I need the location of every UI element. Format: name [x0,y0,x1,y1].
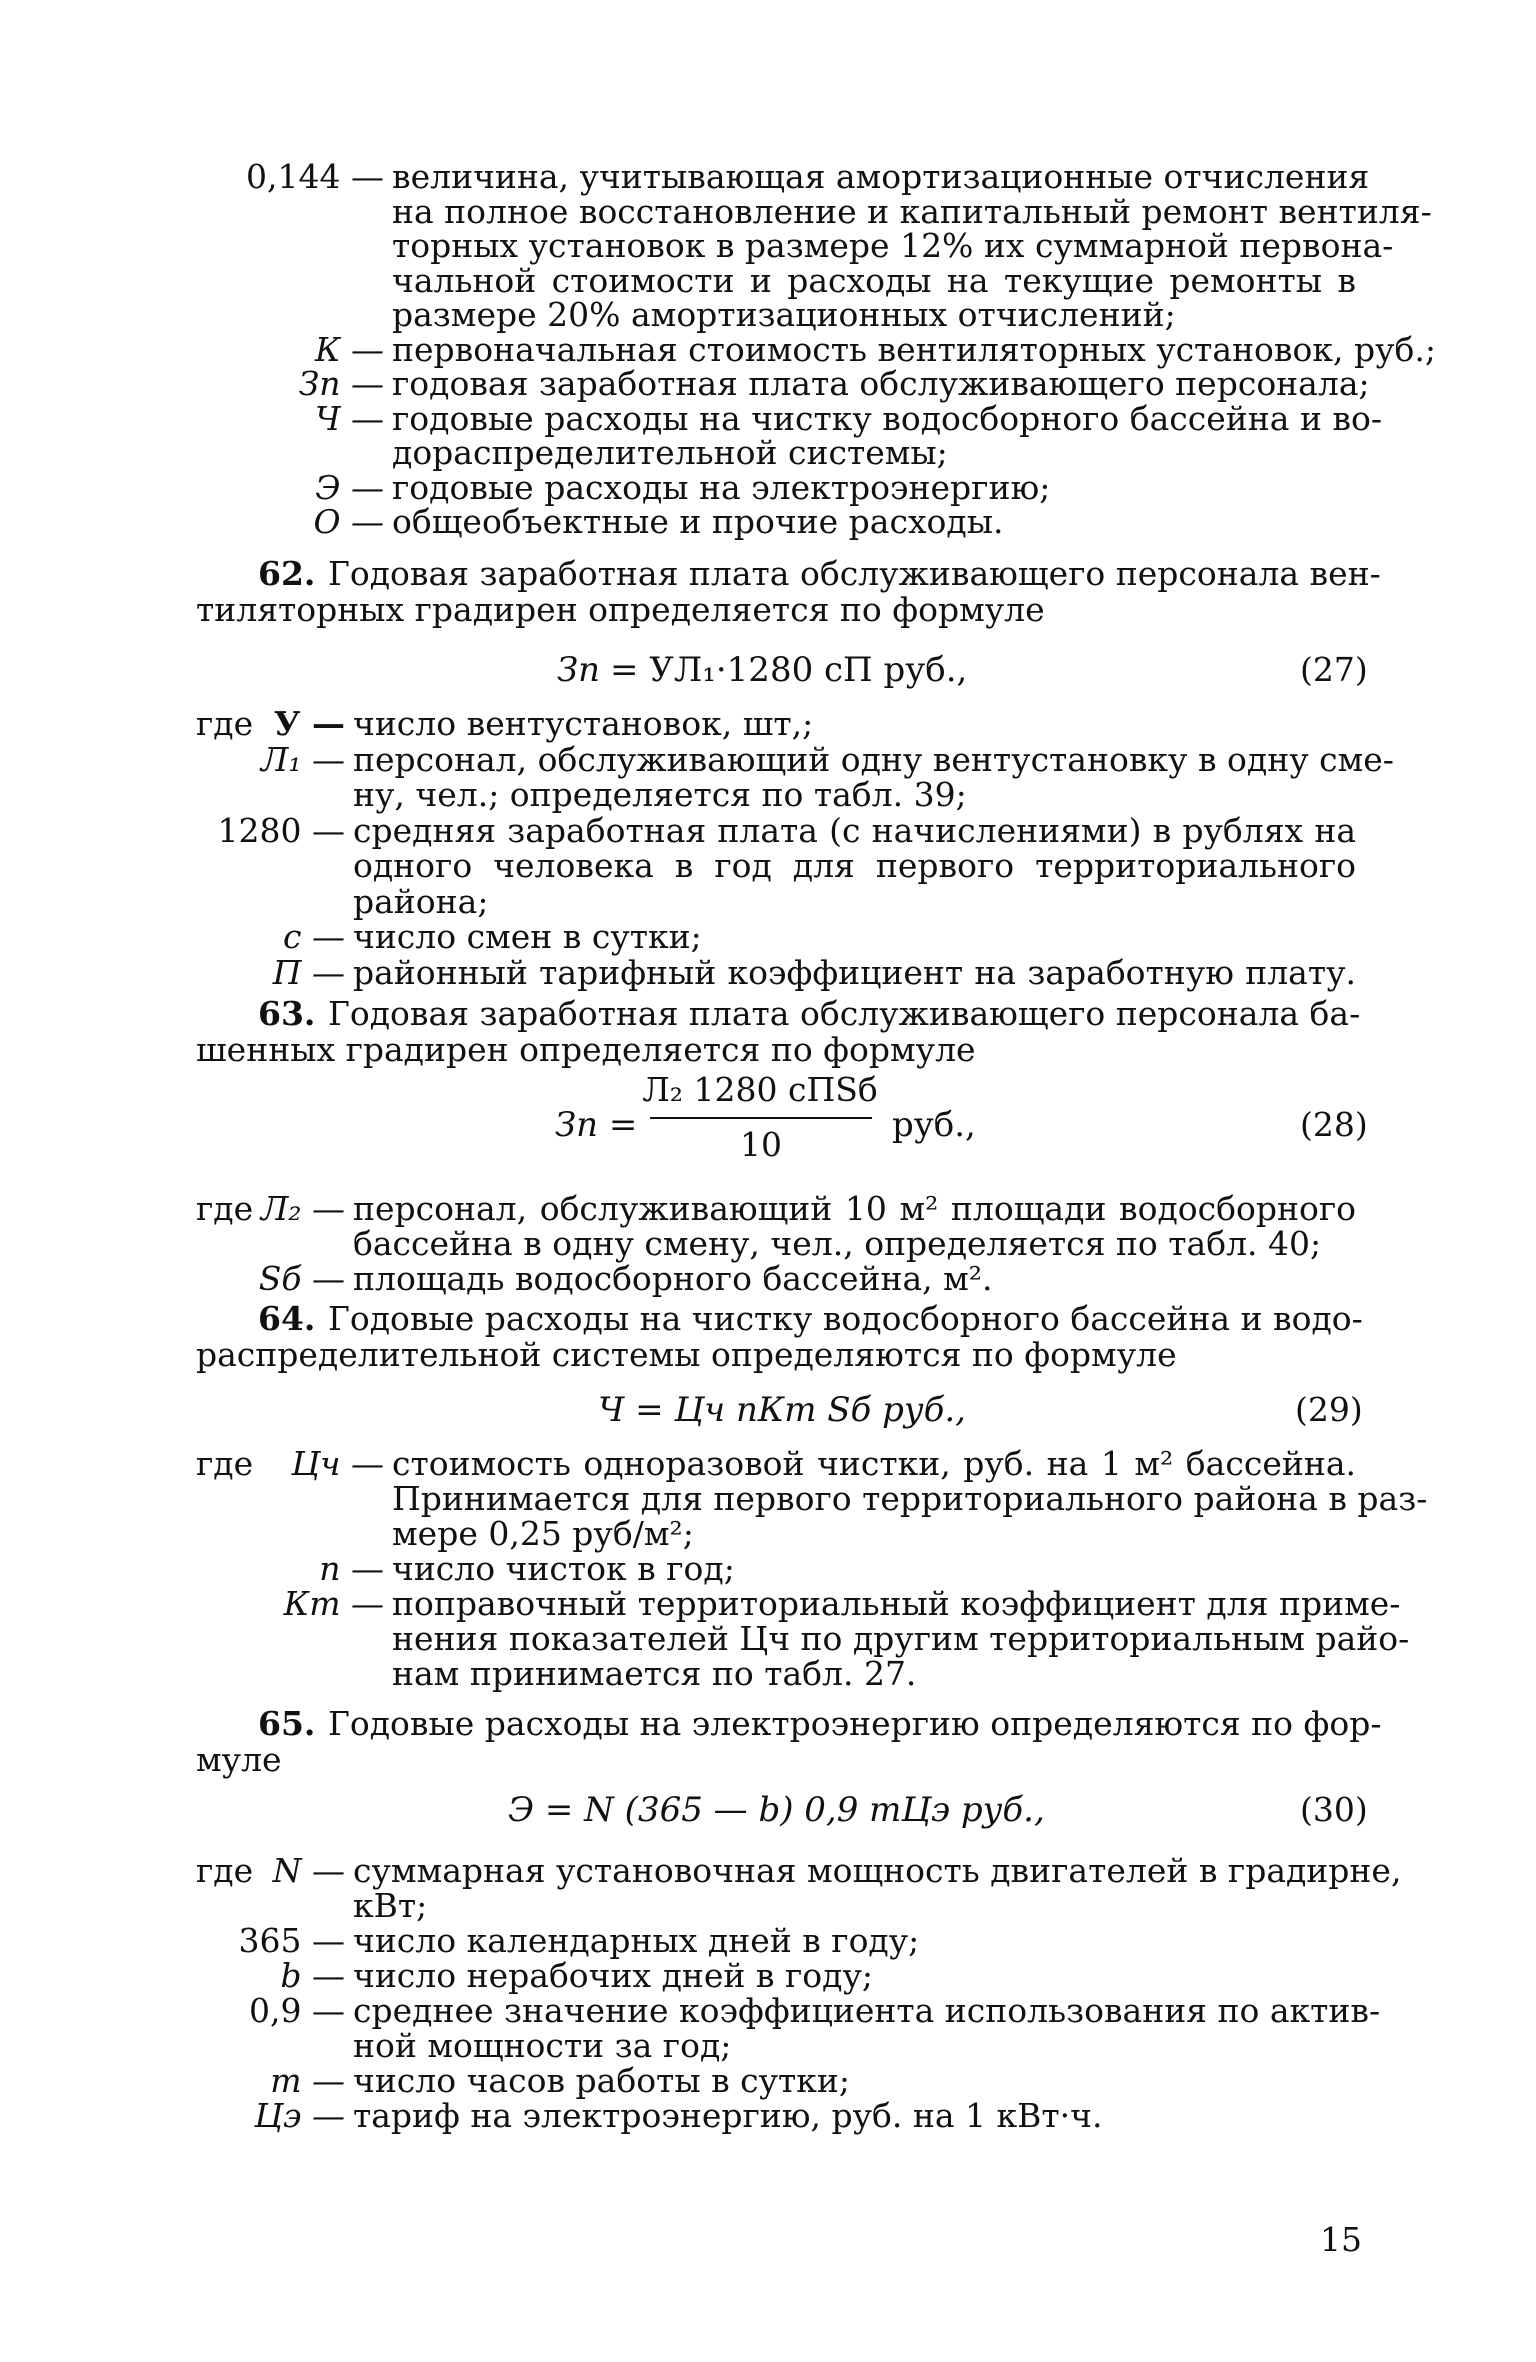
paragraph-text: Годовые расходы на электроэнергию определяются по фор- [328,1704,1382,1743]
definition-text: годовые расходы на электроэнергию; [392,467,1051,507]
formula-29: Ч = Цч nКт Sб руб., [598,1390,966,1430]
formula-27-rhs: = УЛ₁·1280 сП руб., [610,650,968,690]
definition-text: нения показателей Цч по другим территориальным райо- [392,1619,1410,1658]
definition-term: Цч — [291,1444,384,1483]
definition-text: мере 0,25 руб/м²; [392,1514,694,1553]
definition-text: персонал, обслуживающий 10 м² площади водосборного [353,1189,1356,1228]
formula-27-lhs: Зп [557,650,601,690]
definition-text: среднее значение коэффициента использования по актив- [353,1991,1381,2030]
where-label: где [196,1444,254,1483]
definition-term: 0,9 — [249,1991,345,2030]
definition-text: площадь водосборного бассейна, м². [353,1259,993,1298]
definition-term: П — [272,952,345,992]
formula-number-27: (27) [1300,650,1368,689]
definition-text: ну, чел.; определяется по табл. 39; [353,775,967,814]
definition-term: 1280 — [217,810,345,850]
definition-text: одного человека в год для первого территориального [353,846,1356,885]
definition-text: поправочный территориальный коэффициент для приме- [392,1584,1401,1623]
definition-text: тариф на электроэнергию, руб. на 1 кВт·ч. [353,2096,1103,2135]
definition-text: чальной стоимости и расходы на текущие ремонты в [392,260,1356,300]
formula-28-lhs: Зп = [555,1105,638,1145]
page-number: 15 [1320,2220,1362,2259]
formula-28-unit: руб., [892,1105,976,1145]
definition-text: нам принимается по табл. 27. [392,1654,917,1693]
definition-text: число чисток в год; [392,1549,735,1588]
definition-text: число нерабочих дней в году; [353,1956,873,1995]
paragraph-number: 62. [258,554,316,593]
paragraph-text: муле [196,1740,282,1779]
definition-term: Цэ — [254,2096,345,2135]
definition-term: О — [313,502,384,541]
definition-text: на полное восстановление и капитальный ремонт вентиля- [392,191,1432,231]
definition-text: величина, учитывающая амортизационные отчисления [392,157,1370,196]
paragraph-number: 65. [258,1704,316,1743]
definition-text: бассейна в одну смену, чел., определяется по табл. 40; [353,1224,1322,1263]
definition-text: районный тарифный коэффициент на заработную плату. [353,952,1356,992]
definition-term: m — [270,2061,345,2100]
definition-text: дораспределительной системы; [392,433,948,472]
paragraph-text: Годовые расходы на чистку водосборного бассейна и водо- [328,1299,1363,1338]
paragraph-text: распределительной системы определяются по формуле [196,1335,1177,1374]
definition-text: Принимается для первого территориального района в раз- [392,1479,1428,1518]
definition-text: торных установок в размере 12% их суммарной первона- [392,226,1394,265]
formula-28-numerator: Л₂ 1280 сПSб [642,1070,878,1109]
definition-term: N — [272,1851,345,1890]
definition-text: персонал, обслуживающий одну вентустановку в одну сме- [353,739,1394,779]
definition-text: стоимость одноразовой чистки, руб. на 1 м² бассейна. [392,1444,1356,1483]
definition-text: района; [353,881,489,921]
definition-term: b — [280,1956,345,1995]
paragraph-text: Годовая заработная плата обслуживающего персонала вен- [328,554,1381,593]
formula-28-denominator: 10 [740,1125,782,1164]
definition-text: число календарных дней в году; [353,1921,920,1960]
definition-term: n — [319,1549,384,1588]
formula-30: Э = N (365 — b) 0,9 mЦэ руб., [508,1790,1045,1830]
definition-text: число смен в сутки; [353,917,702,956]
definition-text: суммарная установочная мощность двигателей в градирне, [353,1851,1402,1890]
paragraph-text: Годовая заработная плата обслуживающего персонала ба- [328,994,1361,1033]
formula-number-29: (29) [1295,1390,1363,1429]
definition-term: 0,144 — [246,157,384,196]
where-label: где [196,704,254,743]
definition-term: У — [273,704,345,743]
formula-number-28: (28) [1300,1105,1368,1144]
paragraph-number: 64. [258,1299,316,1338]
where-label: где [196,1189,254,1228]
definition-text: число вентустановок, шт,; [353,704,814,743]
definition-term: Л₁ — [260,739,345,779]
definition-text: средняя заработная плата (с начислениями) в рублях на [353,810,1356,850]
definition-text: ной мощности за год; [353,2026,732,2065]
definition-text: число часов работы в сутки; [353,2061,851,2100]
definition-term: Ч — [315,398,384,438]
definition-text: первоначальная стоимость вентиляторных установок, руб.; [392,329,1436,369]
definition-text: кВт; [353,1886,428,1925]
definition-term: Sб — [258,1259,345,1298]
definition-term: Л₂ — [260,1189,345,1228]
definition-term: Э — [315,467,384,507]
definition-term: с — [283,917,345,956]
formula-number-30: (30) [1300,1790,1368,1829]
definition-text: годовые расходы на чистку водосборного бассейна и во- [392,398,1383,438]
where-label: где [196,1851,254,1890]
formula-28-fraction-bar [650,1117,872,1119]
definition-text: годовая заработная плата обслуживающего персонала; [392,364,1370,403]
definition-term: 365 — [238,1921,345,1960]
paragraph-number: 63. [258,994,316,1033]
definition-text: общеобъектные и прочие расходы. [392,502,1004,541]
definition-term: Кт — [283,1584,384,1623]
paragraph-text: шенных градирен определяется по формуле [196,1030,976,1069]
paragraph-text: тиляторных градирен определяется по формуле [196,590,1045,629]
definition-text: размере 20% амортизационных отчислений; [392,295,1176,334]
definition-term: К — [314,329,384,369]
definition-term: Зп — [298,364,384,403]
